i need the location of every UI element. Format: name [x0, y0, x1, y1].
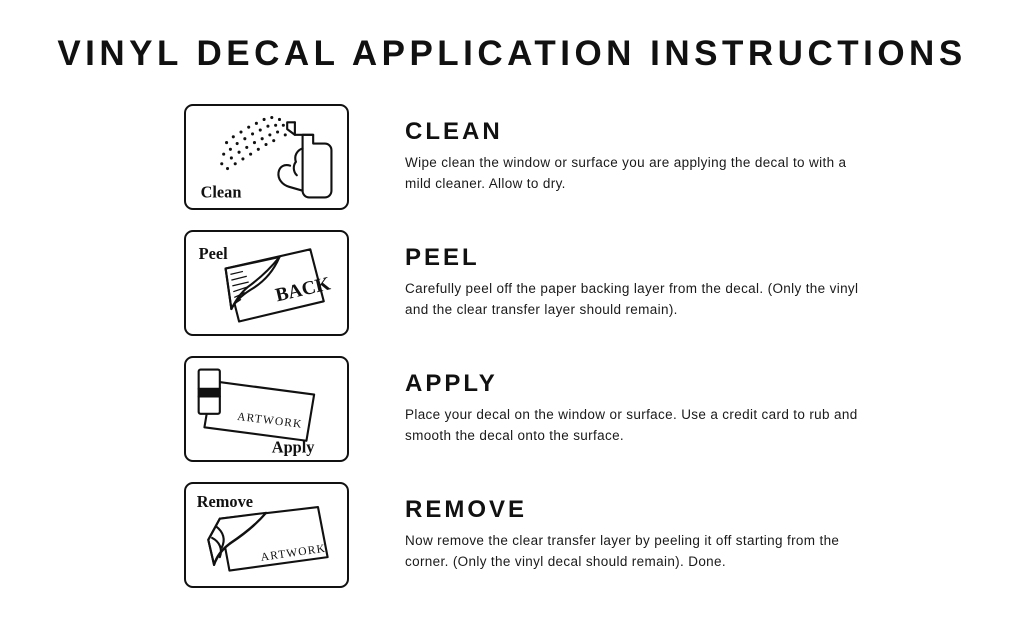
step-text-peel — [405, 230, 1024, 321]
icon-caption-peel: Peel — [198, 243, 228, 263]
step-heading-clean: CLEAN — [405, 118, 503, 145]
step-body-apply: Place your decal on the window or surface. Use a credit card to rub and smooth the decal onto the surface. — [405, 407, 858, 443]
step-heading-apply: APPLY — [405, 370, 498, 397]
step-heading-remove: REMOVE — [405, 496, 528, 523]
step-peel — [0, 230, 1024, 356]
step-text-remove — [405, 482, 1024, 573]
icon-caption-back: BACK — [273, 273, 333, 307]
step-heading-peel: PEEL — [405, 244, 480, 271]
step-body-peel: Carefully peel off the paper backing layer from the decal. (Only the vinyl and the clear transfer layer should remain). — [405, 281, 859, 317]
credit-card-squeegee-icon — [184, 356, 349, 462]
step-remove — [0, 482, 1024, 608]
steps-list — [0, 104, 1024, 608]
peel-backing-icon — [184, 230, 349, 336]
step-text-apply — [405, 356, 1024, 447]
page-title: VINYL DECAL APPLICATION INSTRUCTIONS — [57, 34, 967, 73]
spray-bottle-icon — [184, 104, 349, 210]
step-apply — [0, 356, 1024, 482]
step-clean — [0, 104, 1024, 230]
icon-caption-apply: Apply — [271, 437, 315, 457]
icon-caption-remove: Remove — [196, 492, 254, 512]
remove-transfer-layer-icon — [184, 482, 349, 588]
icon-caption-artwork-apply: ARTWORK — [236, 410, 304, 431]
icon-caption-clean: Clean — [200, 182, 242, 202]
step-body-remove: Now remove the clear transfer layer by peeling it off starting from the corner. (Only the vinyl decal should remain). Done. — [405, 533, 840, 569]
icon-caption-artwork-remove: ARTWORK — [260, 542, 327, 564]
step-body-clean: Wipe clean the window or surface you are applying the decal to with a mild cleaner. Allow to dry. — [405, 155, 847, 191]
step-text-clean — [405, 104, 1024, 195]
